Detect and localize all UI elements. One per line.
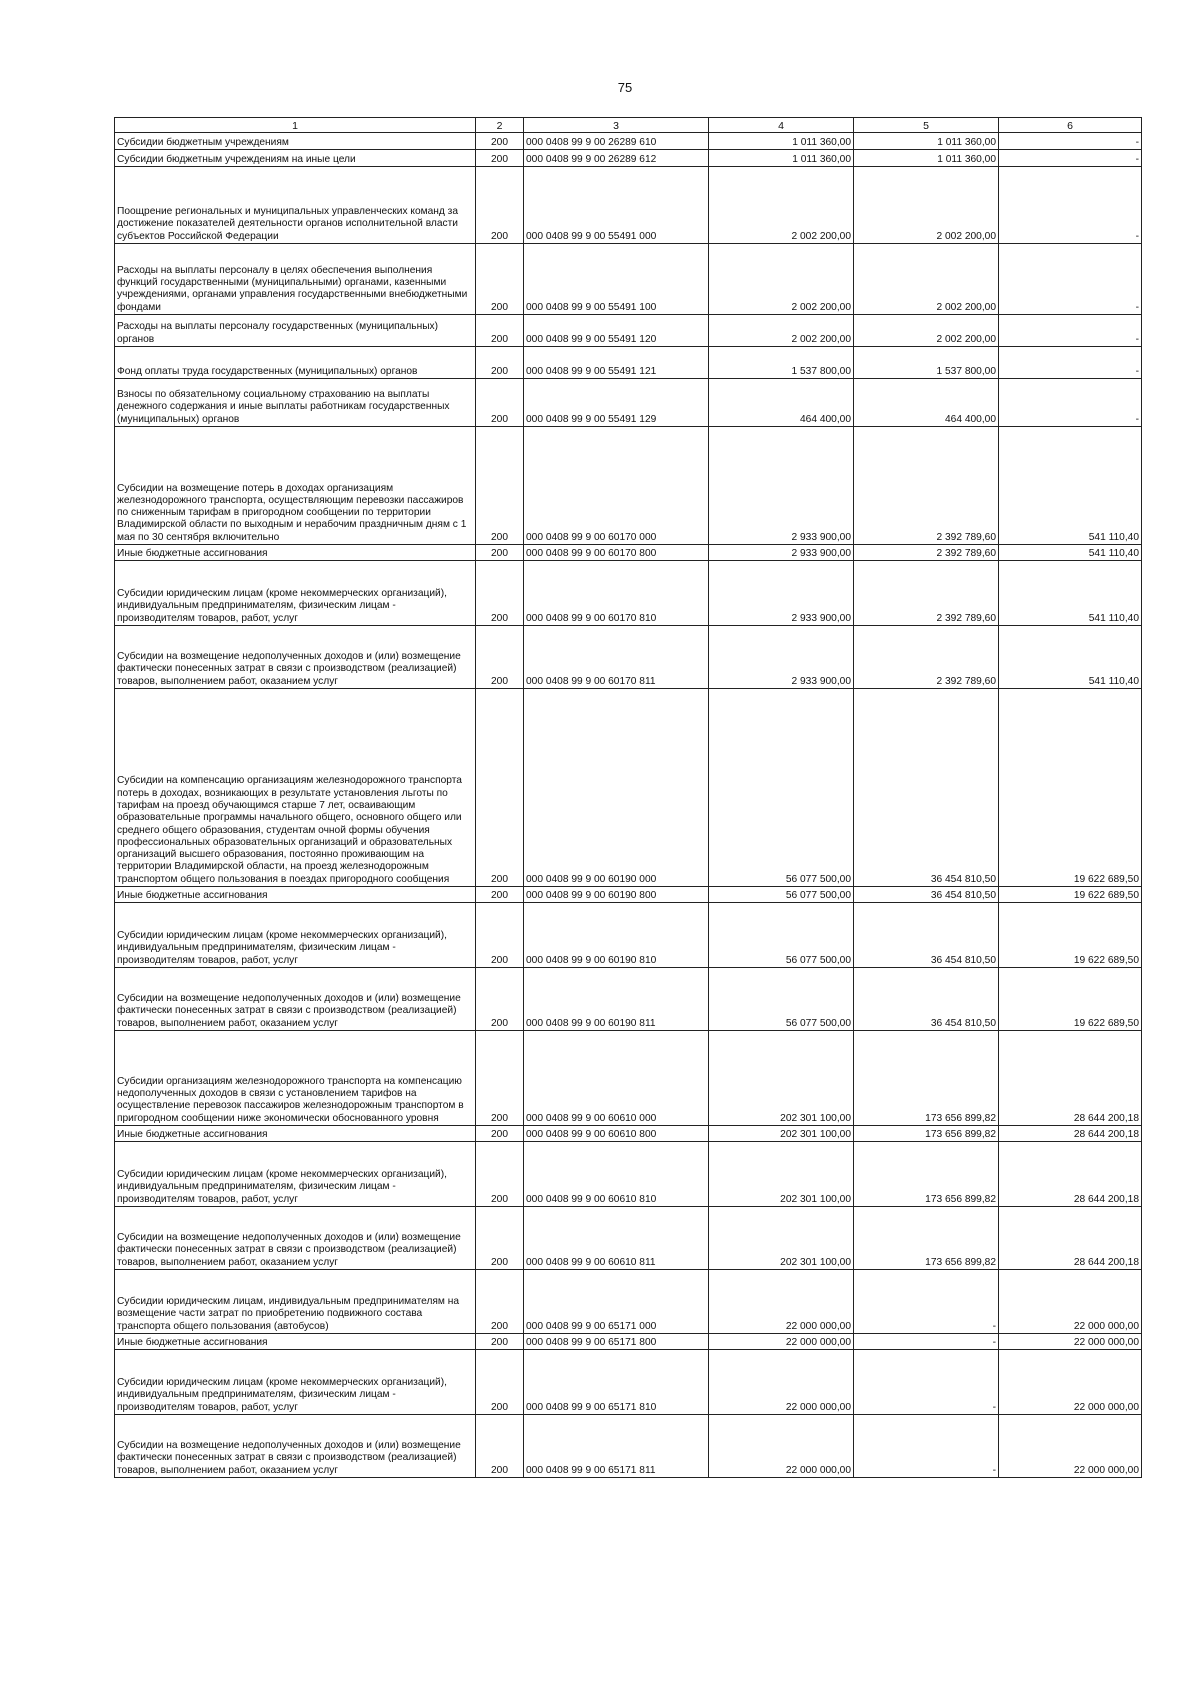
row-code-cell: 200 [476, 167, 524, 244]
row-name-cell: Расходы на выплаты персоналу в целях обеспечения выполнения функций государственными (муниципальными) органами, казенными учреждениями, органами управления государственными внебюджетными фондами [115, 244, 476, 315]
row-unexecuted-cell: - [999, 150, 1142, 167]
row-unexecuted-cell: - [999, 244, 1142, 315]
header-cell: 5 [854, 118, 999, 133]
table-row [115, 347, 1142, 379]
row-kbk-cell: 000 0408 99 9 00 60190 000 [524, 689, 709, 887]
row-code-cell: 200 [476, 1415, 524, 1478]
row-approved-cell: 56 077 500,00 [709, 903, 854, 968]
table-row [115, 545, 1142, 561]
row-name-cell: Субсидии на компенсацию организациям железнодорожного транспорта потерь в доходах, возникающих в результате установления льготы по тарифам на проезд обучающимся старше 7 лет, осваивающим образовательные программы начального общего, основного общего или среднего общего образования, студентам очной формы обучения профессиональных образовательных организаций и образовательных организаций высшего образования, постоянно проживающим на территории Владимирской области, на проезд железнодорожным транспортом общего пользования в поездах пригородного сообщения [115, 689, 476, 887]
table-row [115, 379, 1142, 427]
row-kbk-cell: 000 0408 99 9 00 60170 810 [524, 561, 709, 626]
row-code-cell: 200 [476, 347, 524, 379]
row-executed-cell: 2 392 789,60 [854, 545, 999, 561]
row-executed-cell: 2 002 200,00 [854, 315, 999, 347]
row-code-cell: 200 [476, 1207, 524, 1270]
row-unexecuted-cell: 28 644 200,18 [999, 1142, 1142, 1207]
row-unexecuted-cell: 22 000 000,00 [999, 1334, 1142, 1350]
row-approved-cell: 1 537 800,00 [709, 347, 854, 379]
row-executed-cell: 464 400,00 [854, 379, 999, 427]
row-approved-cell: 2 933 900,00 [709, 427, 854, 545]
row-code-cell: 200 [476, 689, 524, 887]
row-kbk-cell: 000 0408 99 9 00 60170 000 [524, 427, 709, 545]
row-executed-cell: 1 537 800,00 [854, 347, 999, 379]
table-row [115, 689, 1142, 887]
table-row [115, 968, 1142, 1031]
row-name-cell: Фонд оплаты труда государственных (муниципальных) органов [115, 347, 476, 379]
row-code-cell: 200 [476, 1031, 524, 1126]
row-executed-cell: 173 656 899,82 [854, 1031, 999, 1126]
row-executed-cell: 36 454 810,50 [854, 689, 999, 887]
table-row [115, 133, 1142, 150]
row-executed-cell: 1 011 360,00 [854, 150, 999, 167]
row-code-cell: 200 [476, 1350, 524, 1415]
row-executed-cell: 2 392 789,60 [854, 626, 999, 689]
row-code-cell: 200 [476, 1126, 524, 1142]
row-kbk-cell: 000 0408 99 9 00 65171 810 [524, 1350, 709, 1415]
row-kbk-cell: 000 0408 99 9 00 60610 810 [524, 1142, 709, 1207]
header-cell: 3 [524, 118, 709, 133]
table-row [115, 150, 1142, 167]
row-unexecuted-cell: 19 622 689,50 [999, 689, 1142, 887]
row-approved-cell: 202 301 100,00 [709, 1207, 854, 1270]
row-kbk-cell: 000 0408 99 9 00 65171 811 [524, 1415, 709, 1478]
table-row [115, 1126, 1142, 1142]
row-code-cell: 200 [476, 561, 524, 626]
row-kbk-cell: 000 0408 99 9 00 65171 800 [524, 1334, 709, 1350]
row-unexecuted-cell: - [999, 133, 1142, 150]
row-kbk-cell: 000 0408 99 9 00 55491 120 [524, 315, 709, 347]
row-executed-cell: 2 002 200,00 [854, 244, 999, 315]
header-cell: 6 [999, 118, 1142, 133]
row-code-cell: 200 [476, 244, 524, 315]
row-unexecuted-cell: - [999, 315, 1142, 347]
row-name-cell: Субсидии на возмещение недополученных доходов и (или) возмещение фактически понесенных затрат в связи с производством (реализацией) товаров, выполнением работ, оказанием услуг [115, 626, 476, 689]
row-code-cell: 200 [476, 903, 524, 968]
row-unexecuted-cell: 28 644 200,18 [999, 1031, 1142, 1126]
table-row [115, 903, 1142, 968]
table-row [115, 626, 1142, 689]
row-name-cell: Субсидии юридическим лицам (кроме некоммерческих организаций), индивидуальным предпринимателям, физическим лицам - производителям товаров, работ, услуг [115, 903, 476, 968]
row-code-cell: 200 [476, 968, 524, 1031]
row-approved-cell: 22 000 000,00 [709, 1334, 854, 1350]
row-approved-cell: 2 933 900,00 [709, 626, 854, 689]
row-executed-cell: - [854, 1415, 999, 1478]
table-row [115, 1031, 1142, 1126]
row-name-cell: Субсидии на возмещение недополученных доходов и (или) возмещение фактически понесенных затрат в связи с производством (реализацией) товаров, выполнением работ, оказанием услуг [115, 1415, 476, 1478]
row-approved-cell: 1 011 360,00 [709, 133, 854, 150]
row-approved-cell: 2 002 200,00 [709, 167, 854, 244]
row-approved-cell: 2 002 200,00 [709, 244, 854, 315]
row-approved-cell: 56 077 500,00 [709, 968, 854, 1031]
table-row [115, 1350, 1142, 1415]
row-code-cell: 200 [476, 379, 524, 427]
row-unexecuted-cell: - [999, 379, 1142, 427]
row-unexecuted-cell: 541 110,40 [999, 626, 1142, 689]
table-row [115, 561, 1142, 626]
row-approved-cell: 22 000 000,00 [709, 1270, 854, 1334]
row-unexecuted-cell: 19 622 689,50 [999, 903, 1142, 968]
row-name-cell: Субсидии юридическим лицам, индивидуальным предпринимателям на возмещение части затрат по приобретению подвижного состава транспорта общего пользования (автобусов) [115, 1270, 476, 1334]
row-kbk-cell: 000 0408 99 9 00 60610 800 [524, 1126, 709, 1142]
header-cell: 4 [709, 118, 854, 133]
row-name-cell: Субсидии на возмещение недополученных доходов и (или) возмещение фактически понесенных затрат в связи с производством (реализацией) товаров, выполнением работ, оказанием услуг [115, 968, 476, 1031]
row-executed-cell: 173 656 899,82 [854, 1207, 999, 1270]
header-cell: 2 [476, 118, 524, 133]
row-unexecuted-cell: 28 644 200,18 [999, 1207, 1142, 1270]
row-unexecuted-cell: 19 622 689,50 [999, 968, 1142, 1031]
row-kbk-cell: 000 0408 99 9 00 55491 000 [524, 167, 709, 244]
table-row [115, 315, 1142, 347]
table-row [115, 1207, 1142, 1270]
row-kbk-cell: 000 0408 99 9 00 60610 811 [524, 1207, 709, 1270]
row-unexecuted-cell: 541 110,40 [999, 427, 1142, 545]
table-row [115, 1270, 1142, 1334]
row-code-cell: 200 [476, 315, 524, 347]
row-code-cell: 200 [476, 133, 524, 150]
row-code-cell: 200 [476, 1270, 524, 1334]
row-name-cell: Субсидии юридическим лицам (кроме некоммерческих организаций), индивидуальным предпринимателям, физическим лицам - производителям товаров, работ, услуг [115, 1142, 476, 1207]
row-code-cell: 200 [476, 545, 524, 561]
table-header-row [115, 118, 1142, 133]
budget-table [114, 117, 1142, 1478]
row-approved-cell: 202 301 100,00 [709, 1126, 854, 1142]
row-kbk-cell: 000 0408 99 9 00 55491 129 [524, 379, 709, 427]
row-executed-cell: 173 656 899,82 [854, 1126, 999, 1142]
row-name-cell: Расходы на выплаты персоналу государственных (муниципальных) органов [115, 315, 476, 347]
row-executed-cell: - [854, 1350, 999, 1415]
row-executed-cell: - [854, 1270, 999, 1334]
table-row [115, 1334, 1142, 1350]
row-unexecuted-cell: 22 000 000,00 [999, 1415, 1142, 1478]
row-name-cell: Иные бюджетные ассигнования [115, 545, 476, 561]
row-executed-cell: 2 392 789,60 [854, 561, 999, 626]
row-name-cell: Субсидии бюджетным учреждениям [115, 133, 476, 150]
row-name-cell: Поощрение региональных и муниципальных управленческих команд за достижение показателей деятельности органов исполнительной власти субъектов Российской Федерации [115, 167, 476, 244]
row-name-cell: Субсидии на возмещение потерь в доходах организациям железнодорожного транспорта, осуществляющим перевозки пассажиров по сниженным тарифам в пригородном сообщении по территории Владимирской области по выходным и нерабочим праздничным дням с 1 мая по 30 сентября включительно [115, 427, 476, 545]
row-approved-cell: 2 933 900,00 [709, 545, 854, 561]
page-number: 75 [617, 80, 633, 95]
row-unexecuted-cell: 28 644 200,18 [999, 1126, 1142, 1142]
row-name-cell: Субсидии юридическим лицам (кроме некоммерческих организаций), индивидуальным предпринимателям, физическим лицам - производителям товаров, работ, услуг [115, 561, 476, 626]
row-name-cell: Иные бюджетные ассигнования [115, 1334, 476, 1350]
table-row [115, 167, 1142, 244]
row-name-cell: Субсидии организациям железнодорожного транспорта на компенсацию недополученных доходов в связи с установлением тарифов на осуществление перевозок пассажиров железнодорожным транспортом в пригородном сообщении ниже экономически обоснованного уровня [115, 1031, 476, 1126]
row-code-cell: 200 [476, 1142, 524, 1207]
row-executed-cell: 36 454 810,50 [854, 968, 999, 1031]
table-row [115, 1142, 1142, 1207]
table-row [115, 244, 1142, 315]
row-approved-cell: 202 301 100,00 [709, 1142, 854, 1207]
row-kbk-cell: 000 0408 99 9 00 60170 800 [524, 545, 709, 561]
table-row [115, 887, 1142, 903]
header-cell: 1 [115, 118, 476, 133]
row-code-cell: 200 [476, 887, 524, 903]
row-kbk-cell: 000 0408 99 9 00 55491 100 [524, 244, 709, 315]
row-kbk-cell: 000 0408 99 9 00 65171 000 [524, 1270, 709, 1334]
row-kbk-cell: 000 0408 99 9 00 26289 610 [524, 133, 709, 150]
row-name-cell: Взносы по обязательному социальному страхованию на выплаты денежного содержания и иные выплаты работникам государственных (муниципальных) органов [115, 379, 476, 427]
table-row [115, 427, 1142, 545]
row-executed-cell: 36 454 810,50 [854, 887, 999, 903]
row-name-cell: Субсидии на возмещение недополученных доходов и (или) возмещение фактически понесенных затрат в связи с производством (реализацией) товаров, выполнением работ, оказанием услуг [115, 1207, 476, 1270]
row-unexecuted-cell: - [999, 167, 1142, 244]
row-kbk-cell: 000 0408 99 9 00 60170 811 [524, 626, 709, 689]
row-unexecuted-cell: 19 622 689,50 [999, 887, 1142, 903]
row-executed-cell: 1 011 360,00 [854, 133, 999, 150]
row-approved-cell: 202 301 100,00 [709, 1031, 854, 1126]
row-approved-cell: 56 077 500,00 [709, 887, 854, 903]
row-name-cell: Иные бюджетные ассигнования [115, 1126, 476, 1142]
row-code-cell: 200 [476, 1334, 524, 1350]
row-approved-cell: 2 002 200,00 [709, 315, 854, 347]
row-kbk-cell: 000 0408 99 9 00 55491 121 [524, 347, 709, 379]
row-kbk-cell: 000 0408 99 9 00 26289 612 [524, 150, 709, 167]
row-code-cell: 200 [476, 626, 524, 689]
row-approved-cell: 2 933 900,00 [709, 561, 854, 626]
row-unexecuted-cell: 22 000 000,00 [999, 1350, 1142, 1415]
row-executed-cell: 36 454 810,50 [854, 903, 999, 968]
row-unexecuted-cell: - [999, 347, 1142, 379]
row-code-cell: 200 [476, 427, 524, 545]
row-approved-cell: 1 011 360,00 [709, 150, 854, 167]
row-approved-cell: 22 000 000,00 [709, 1415, 854, 1478]
row-executed-cell: 173 656 899,82 [854, 1142, 999, 1207]
row-kbk-cell: 000 0408 99 9 00 60190 810 [524, 903, 709, 968]
row-code-cell: 200 [476, 150, 524, 167]
row-name-cell: Иные бюджетные ассигнования [115, 887, 476, 903]
row-approved-cell: 56 077 500,00 [709, 689, 854, 887]
row-unexecuted-cell: 541 110,40 [999, 561, 1142, 626]
row-unexecuted-cell: 541 110,40 [999, 545, 1142, 561]
row-kbk-cell: 000 0408 99 9 00 60610 000 [524, 1031, 709, 1126]
row-name-cell: Субсидии бюджетным учреждениям на иные цели [115, 150, 476, 167]
row-approved-cell: 22 000 000,00 [709, 1350, 854, 1415]
row-executed-cell: - [854, 1334, 999, 1350]
row-unexecuted-cell: 22 000 000,00 [999, 1270, 1142, 1334]
row-kbk-cell: 000 0408 99 9 00 60190 800 [524, 887, 709, 903]
table-row [115, 1415, 1142, 1478]
row-executed-cell: 2 392 789,60 [854, 427, 999, 545]
row-name-cell: Субсидии юридическим лицам (кроме некоммерческих организаций), индивидуальным предпринимателям, физическим лицам - производителям товаров, работ, услуг [115, 1350, 476, 1415]
row-executed-cell: 2 002 200,00 [854, 167, 999, 244]
row-kbk-cell: 000 0408 99 9 00 60190 811 [524, 968, 709, 1031]
row-approved-cell: 464 400,00 [709, 379, 854, 427]
